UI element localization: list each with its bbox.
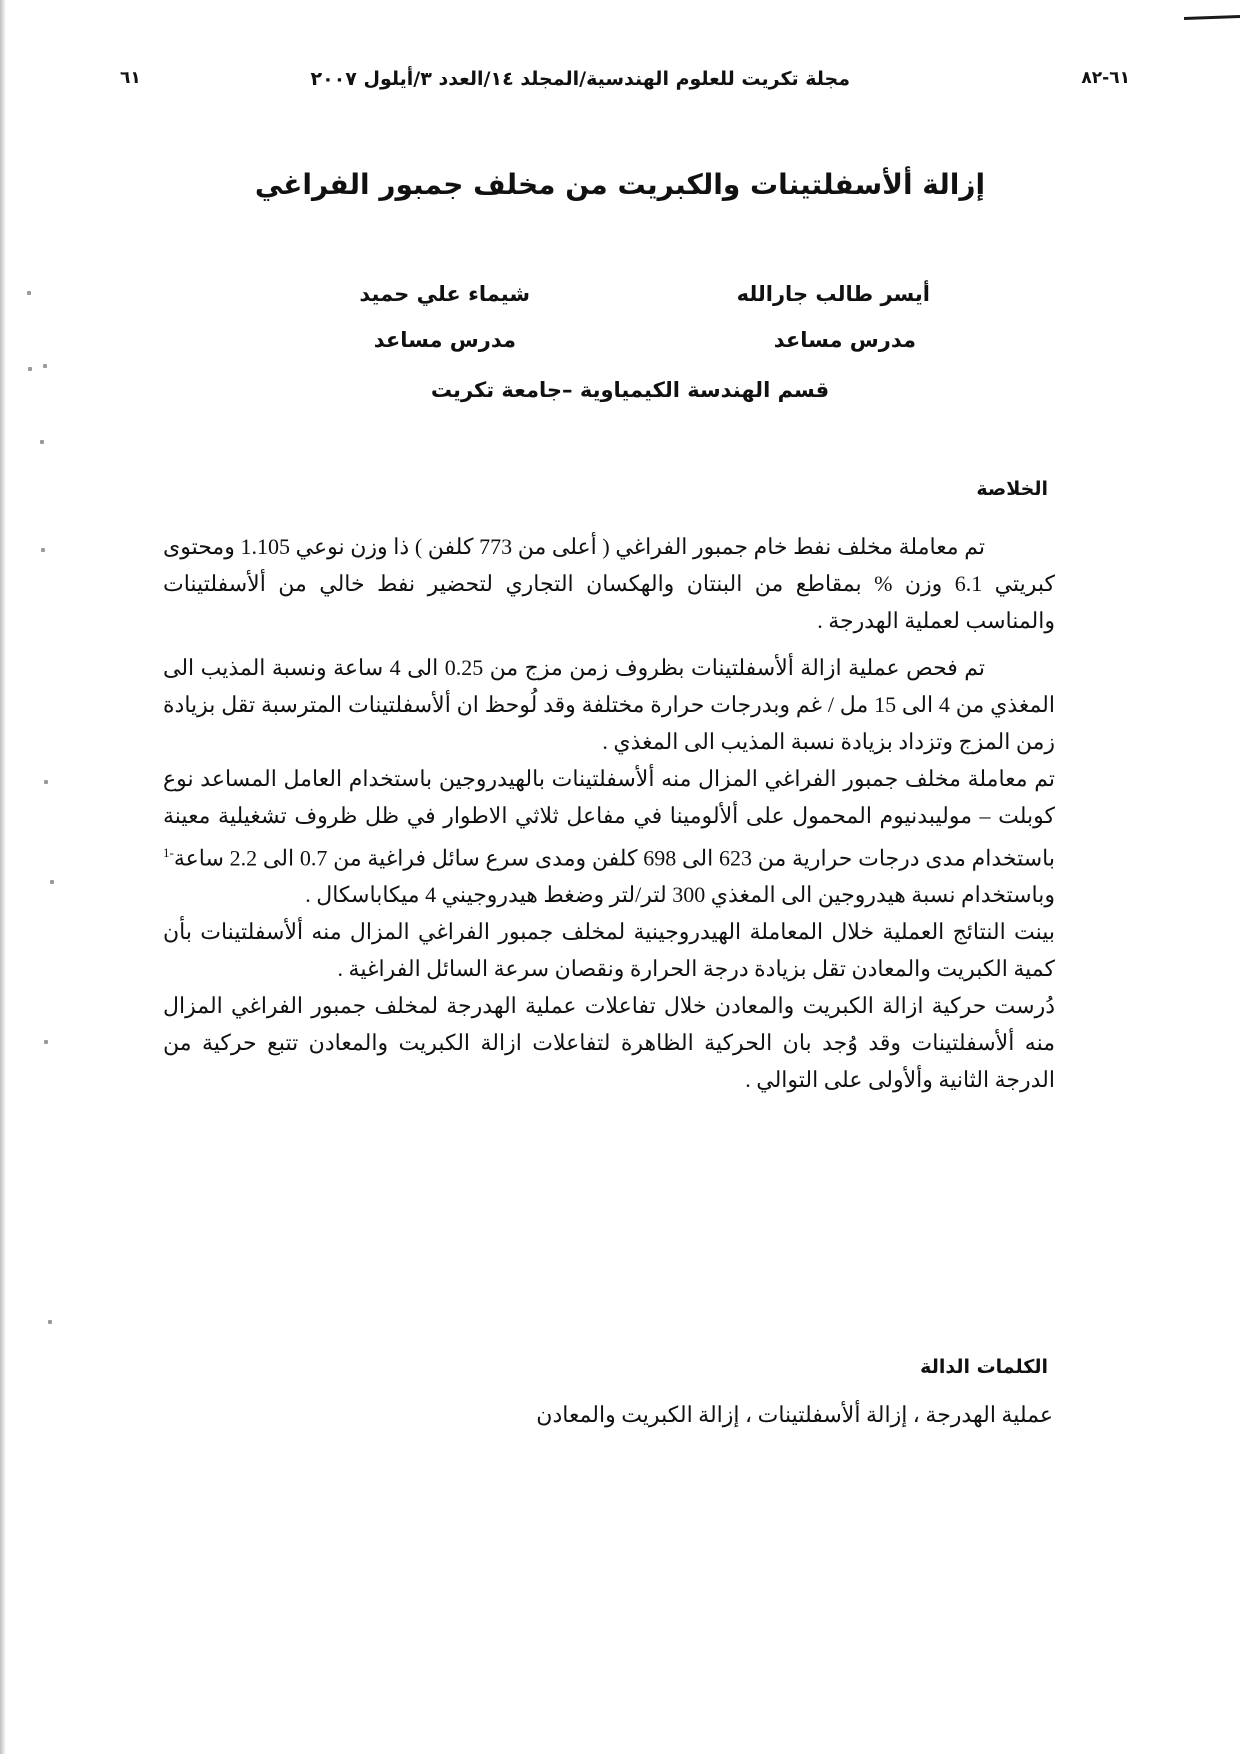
paper-title: إزالة ألأسفلتينات والكبريت من مخلف جمبور الفراغي — [254, 168, 986, 201]
scan-speck — [27, 291, 31, 295]
superscript-exponent: -1 — [163, 845, 174, 860]
abstract-paragraph — [163, 760, 1055, 913]
scan-speck — [50, 880, 54, 884]
author-2 — [359, 282, 530, 352]
author-name: أيسر طالب جارالله — [736, 282, 930, 306]
author-1 — [737, 282, 930, 352]
abstract-text: تم معاملة مخلف جمبور الفراغي المزال منه ألأسفلتينات بالهيدروجين باستخدام العامل المساعد نوع كوبلت – موليبدنيوم المحمول على ألألومينا في مفاعل ثلاثي الاطوار في ظل ظروف تشغيلية معينة باستخدام مدى درجات حرارية من 623 الى 698 كلفن ومدى سرع سائل فراغية من 0.7 الى 2.2 ساعة — [163, 766, 1056, 871]
keywords-text: عملية الهدرجة ، إزالة ألأسفلتينات ، إزالة الكبريت والمعادن — [536, 1402, 1053, 1427]
scan-speck — [40, 440, 44, 444]
scan-speck — [44, 780, 48, 784]
abstract-heading: الخلاصة — [976, 478, 1048, 500]
scan-speck — [43, 364, 47, 368]
abstract-text: وباستخدام نسبة هيدروجين الى المغذي 300 لتر/لتر وضغط هيدروجيني 4 ميكاباسكال . — [305, 882, 1055, 908]
author-name: شيماء علي حميد — [359, 282, 530, 306]
keywords-heading: الكلمات الدالة — [920, 1356, 1048, 1378]
abstract-paragraph: تم فحص عملية ازالة ألأسفلتينات بظروف زمن مزج من 0.25 الى 4 ساعة ونسبة المذيب الى المغذي من 4 الى 15 مل / غم وبدرجات حرارة مختلفة وقد لُوحظ ان ألأسفلتينات المترسبة تقل بزيادة زمن المزج وتزداد بزيادة نسبة المذيب الى المغذي . — [163, 655, 1055, 754]
abstract-body — [163, 528, 1055, 1098]
affiliation: قسم الهندسة الكيمياوية –جامعة تكريت — [430, 378, 830, 402]
scan-corner-mark — [1184, 15, 1240, 20]
scan-speck — [41, 548, 45, 552]
page-number: ٦١ — [120, 68, 141, 88]
abstract-paragraph: دُرست حركية ازالة الكبريت والمعادن خلال تفاعلات عملية الهدرجة لمخلف جمبور الفراغي المزال منه ألأسفلتينات وقد وُجد بان الحركية الظاهرة لتفاعلات ازالة الكبريت والمعادن تتبع حركية من الدرجة الثانية وألأولى على التوالي . — [163, 993, 1055, 1093]
author-role: مدرس مساعد — [773, 328, 916, 352]
scan-speck — [44, 1040, 48, 1044]
page-range: ٦١-٨٢ — [1081, 68, 1130, 88]
scan-speck — [28, 367, 32, 371]
journal-citation: مجلة تكريت للعلوم الهندسية/المجلد ١٤/العدد ٣/أيلول ٢٠٠٧ — [310, 68, 850, 90]
scan-edge-shadow — [0, 0, 6, 1754]
scan-speck — [48, 1320, 52, 1324]
abstract-paragraph: بينت النتائج العملية خلال المعاملة الهيدروجينية لمخلف جمبور الفراغي المزال منه ألأسفلتينات بأن كمية الكبريت والمعادن تقل بزيادة درجة الحرارة ونقصان سرعة السائل الفراغية . — [163, 919, 1055, 982]
author-role: مدرس مساعد — [373, 328, 516, 352]
abstract-paragraph: تم معاملة مخلف نفط خام جمبور الفراغي ( أعلى من 773 كلفن ) ذا وزن نوعي 1.105 ومحتوى كبريتي 6.1 وزن % بمقاطع من البنتان والهكسان التجاري لتحضير نفط خالي من ألأسفلتينات والمناسب لعملية الهدرجة . — [163, 534, 1055, 633]
running-header — [120, 68, 1130, 98]
